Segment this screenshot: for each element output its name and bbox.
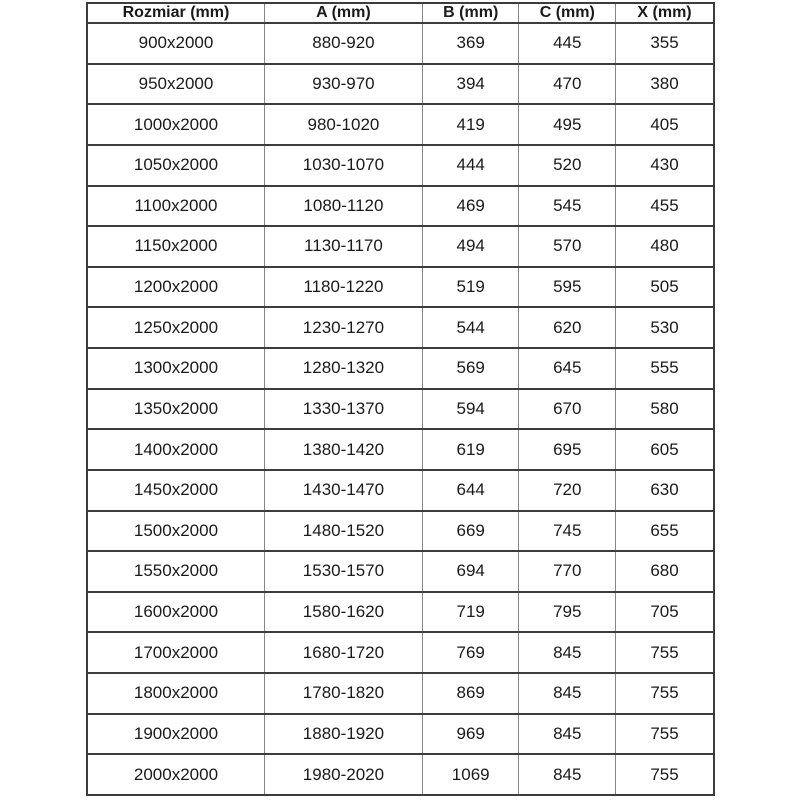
cell-c-mm-1350x2000: 670 xyxy=(519,389,616,430)
cell-b-mm-900x2000: 369 xyxy=(422,23,519,64)
cell-a-mm-1550x2000: 1530-1570 xyxy=(264,551,422,592)
cell-a-mm-1300x2000: 1280-1320 xyxy=(264,348,422,389)
cell-a-mm-900x2000: 880-920 xyxy=(264,23,422,64)
table-row-1100x2000 xyxy=(87,186,714,227)
cell-b-mm-1000x2000: 419 xyxy=(422,104,519,145)
table-row-1800x2000 xyxy=(87,673,714,714)
cell-c-mm-1900x2000: 845 xyxy=(519,714,616,755)
cell-b-mm-1050x2000: 444 xyxy=(422,145,519,186)
cell-b-mm-1400x2000: 619 xyxy=(422,429,519,470)
table-row-1350x2000 xyxy=(87,389,714,430)
header-row xyxy=(87,3,714,23)
cell-a-mm-1800x2000: 1780-1820 xyxy=(264,673,422,714)
cell-b-mm-1500x2000: 669 xyxy=(422,511,519,552)
cell-x-mm-2000x2000: 755 xyxy=(616,754,714,795)
cell-x-mm-1150x2000: 480 xyxy=(616,226,714,267)
table-row-1300x2000 xyxy=(87,348,714,389)
cell-rozmiar-mm-1050x2000: 1050x2000 xyxy=(87,145,264,186)
cell-a-mm-950x2000: 930-970 xyxy=(264,64,422,105)
cell-b-mm-1100x2000: 469 xyxy=(422,186,519,227)
table-row-1050x2000 xyxy=(87,145,714,186)
cell-rozmiar-mm-1150x2000: 1150x2000 xyxy=(87,226,264,267)
cell-c-mm-1450x2000: 720 xyxy=(519,470,616,511)
cell-c-mm-1150x2000: 570 xyxy=(519,226,616,267)
cell-x-mm-1250x2000: 530 xyxy=(616,307,714,348)
cell-rozmiar-mm-1900x2000: 1900x2000 xyxy=(87,714,264,755)
cell-b-mm-1250x2000: 544 xyxy=(422,307,519,348)
cell-c-mm-1300x2000: 645 xyxy=(519,348,616,389)
cell-rozmiar-mm-1000x2000: 1000x2000 xyxy=(87,104,264,145)
cell-x-mm-1900x2000: 755 xyxy=(616,714,714,755)
cell-rozmiar-mm-1600x2000: 1600x2000 xyxy=(87,592,264,633)
cell-rozmiar-mm-1400x2000: 1400x2000 xyxy=(87,429,264,470)
table-row-2000x2000 xyxy=(87,754,714,795)
cell-rozmiar-mm-1250x2000: 1250x2000 xyxy=(87,307,264,348)
table-row-1200x2000 xyxy=(87,267,714,308)
cell-b-mm-1550x2000: 694 xyxy=(422,551,519,592)
cell-a-mm-1150x2000: 1130-1170 xyxy=(264,226,422,267)
cell-rozmiar-mm-1550x2000: 1550x2000 xyxy=(87,551,264,592)
table-row-1500x2000 xyxy=(87,511,714,552)
cell-x-mm-1550x2000: 680 xyxy=(616,551,714,592)
table-row-1600x2000 xyxy=(87,592,714,633)
cell-rozmiar-mm-950x2000: 950x2000 xyxy=(87,64,264,105)
cell-rozmiar-mm-1700x2000: 1700x2000 xyxy=(87,632,264,673)
cell-c-mm-2000x2000: 845 xyxy=(519,754,616,795)
cell-rozmiar-mm-1350x2000: 1350x2000 xyxy=(87,389,264,430)
cell-a-mm-1450x2000: 1430-1470 xyxy=(264,470,422,511)
cell-x-mm-1350x2000: 580 xyxy=(616,389,714,430)
column-header-c-mm: C (mm) xyxy=(519,3,616,23)
cell-c-mm-1200x2000: 595 xyxy=(519,267,616,308)
cell-c-mm-1800x2000: 845 xyxy=(519,673,616,714)
cell-b-mm-1700x2000: 769 xyxy=(422,632,519,673)
size-table xyxy=(86,2,715,796)
cell-c-mm-900x2000: 445 xyxy=(519,23,616,64)
size-table-body xyxy=(87,23,714,795)
column-header-b-mm: B (mm) xyxy=(422,3,519,23)
cell-x-mm-950x2000: 380 xyxy=(616,64,714,105)
cell-a-mm-1100x2000: 1080-1120 xyxy=(264,186,422,227)
cell-x-mm-1600x2000: 705 xyxy=(616,592,714,633)
cell-rozmiar-mm-1800x2000: 1800x2000 xyxy=(87,673,264,714)
cell-rozmiar-mm-1300x2000: 1300x2000 xyxy=(87,348,264,389)
cell-b-mm-1350x2000: 594 xyxy=(422,389,519,430)
cell-a-mm-1400x2000: 1380-1420 xyxy=(264,429,422,470)
table-row-1150x2000 xyxy=(87,226,714,267)
cell-c-mm-1600x2000: 795 xyxy=(519,592,616,633)
cell-a-mm-1500x2000: 1480-1520 xyxy=(264,511,422,552)
cell-b-mm-1300x2000: 569 xyxy=(422,348,519,389)
cell-x-mm-1400x2000: 605 xyxy=(616,429,714,470)
cell-b-mm-1600x2000: 719 xyxy=(422,592,519,633)
cell-a-mm-1250x2000: 1230-1270 xyxy=(264,307,422,348)
table-row-1700x2000 xyxy=(87,632,714,673)
cell-x-mm-1700x2000: 755 xyxy=(616,632,714,673)
cell-x-mm-1300x2000: 555 xyxy=(616,348,714,389)
table-row-1000x2000 xyxy=(87,104,714,145)
table-row-1400x2000 xyxy=(87,429,714,470)
column-header-x-mm: X (mm) xyxy=(616,3,714,23)
cell-a-mm-1200x2000: 1180-1220 xyxy=(264,267,422,308)
cell-rozmiar-mm-1450x2000: 1450x2000 xyxy=(87,470,264,511)
cell-rozmiar-mm-1200x2000: 1200x2000 xyxy=(87,267,264,308)
table-row-1450x2000 xyxy=(87,470,714,511)
cell-c-mm-1500x2000: 745 xyxy=(519,511,616,552)
cell-c-mm-1400x2000: 695 xyxy=(519,429,616,470)
table-row-950x2000 xyxy=(87,64,714,105)
cell-b-mm-1800x2000: 869 xyxy=(422,673,519,714)
cell-x-mm-1800x2000: 755 xyxy=(616,673,714,714)
cell-c-mm-1050x2000: 520 xyxy=(519,145,616,186)
cell-c-mm-1250x2000: 620 xyxy=(519,307,616,348)
cell-b-mm-1450x2000: 644 xyxy=(422,470,519,511)
cell-rozmiar-mm-2000x2000: 2000x2000 xyxy=(87,754,264,795)
cell-c-mm-950x2000: 470 xyxy=(519,64,616,105)
cell-b-mm-1150x2000: 494 xyxy=(422,226,519,267)
table-row-900x2000 xyxy=(87,23,714,64)
cell-x-mm-900x2000: 355 xyxy=(616,23,714,64)
cell-a-mm-1050x2000: 1030-1070 xyxy=(264,145,422,186)
cell-a-mm-1350x2000: 1330-1370 xyxy=(264,389,422,430)
cell-rozmiar-mm-900x2000: 900x2000 xyxy=(87,23,264,64)
cell-c-mm-1700x2000: 845 xyxy=(519,632,616,673)
table-row-1250x2000 xyxy=(87,307,714,348)
cell-b-mm-1900x2000: 969 xyxy=(422,714,519,755)
column-header-a-mm: A (mm) xyxy=(264,3,422,23)
cell-a-mm-1000x2000: 980-1020 xyxy=(264,104,422,145)
cell-b-mm-2000x2000: 1069 xyxy=(422,754,519,795)
cell-x-mm-1000x2000: 405 xyxy=(616,104,714,145)
cell-c-mm-1550x2000: 770 xyxy=(519,551,616,592)
cell-a-mm-1600x2000: 1580-1620 xyxy=(264,592,422,633)
cell-b-mm-1200x2000: 519 xyxy=(422,267,519,308)
table-row-1900x2000 xyxy=(87,714,714,755)
cell-x-mm-1500x2000: 655 xyxy=(616,511,714,552)
cell-x-mm-1450x2000: 630 xyxy=(616,470,714,511)
cell-rozmiar-mm-1500x2000: 1500x2000 xyxy=(87,511,264,552)
cell-rozmiar-mm-1100x2000: 1100x2000 xyxy=(87,186,264,227)
cell-x-mm-1200x2000: 505 xyxy=(616,267,714,308)
column-header-rozmiar-mm: Rozmiar (mm) xyxy=(87,3,264,23)
cell-c-mm-1000x2000: 495 xyxy=(519,104,616,145)
table-row-1550x2000 xyxy=(87,551,714,592)
cell-a-mm-1900x2000: 1880-1920 xyxy=(264,714,422,755)
cell-a-mm-1700x2000: 1680-1720 xyxy=(264,632,422,673)
cell-b-mm-950x2000: 394 xyxy=(422,64,519,105)
cell-x-mm-1100x2000: 455 xyxy=(616,186,714,227)
cell-a-mm-2000x2000: 1980-2020 xyxy=(264,754,422,795)
cell-x-mm-1050x2000: 430 xyxy=(616,145,714,186)
size-table-header xyxy=(87,3,714,23)
cell-c-mm-1100x2000: 545 xyxy=(519,186,616,227)
